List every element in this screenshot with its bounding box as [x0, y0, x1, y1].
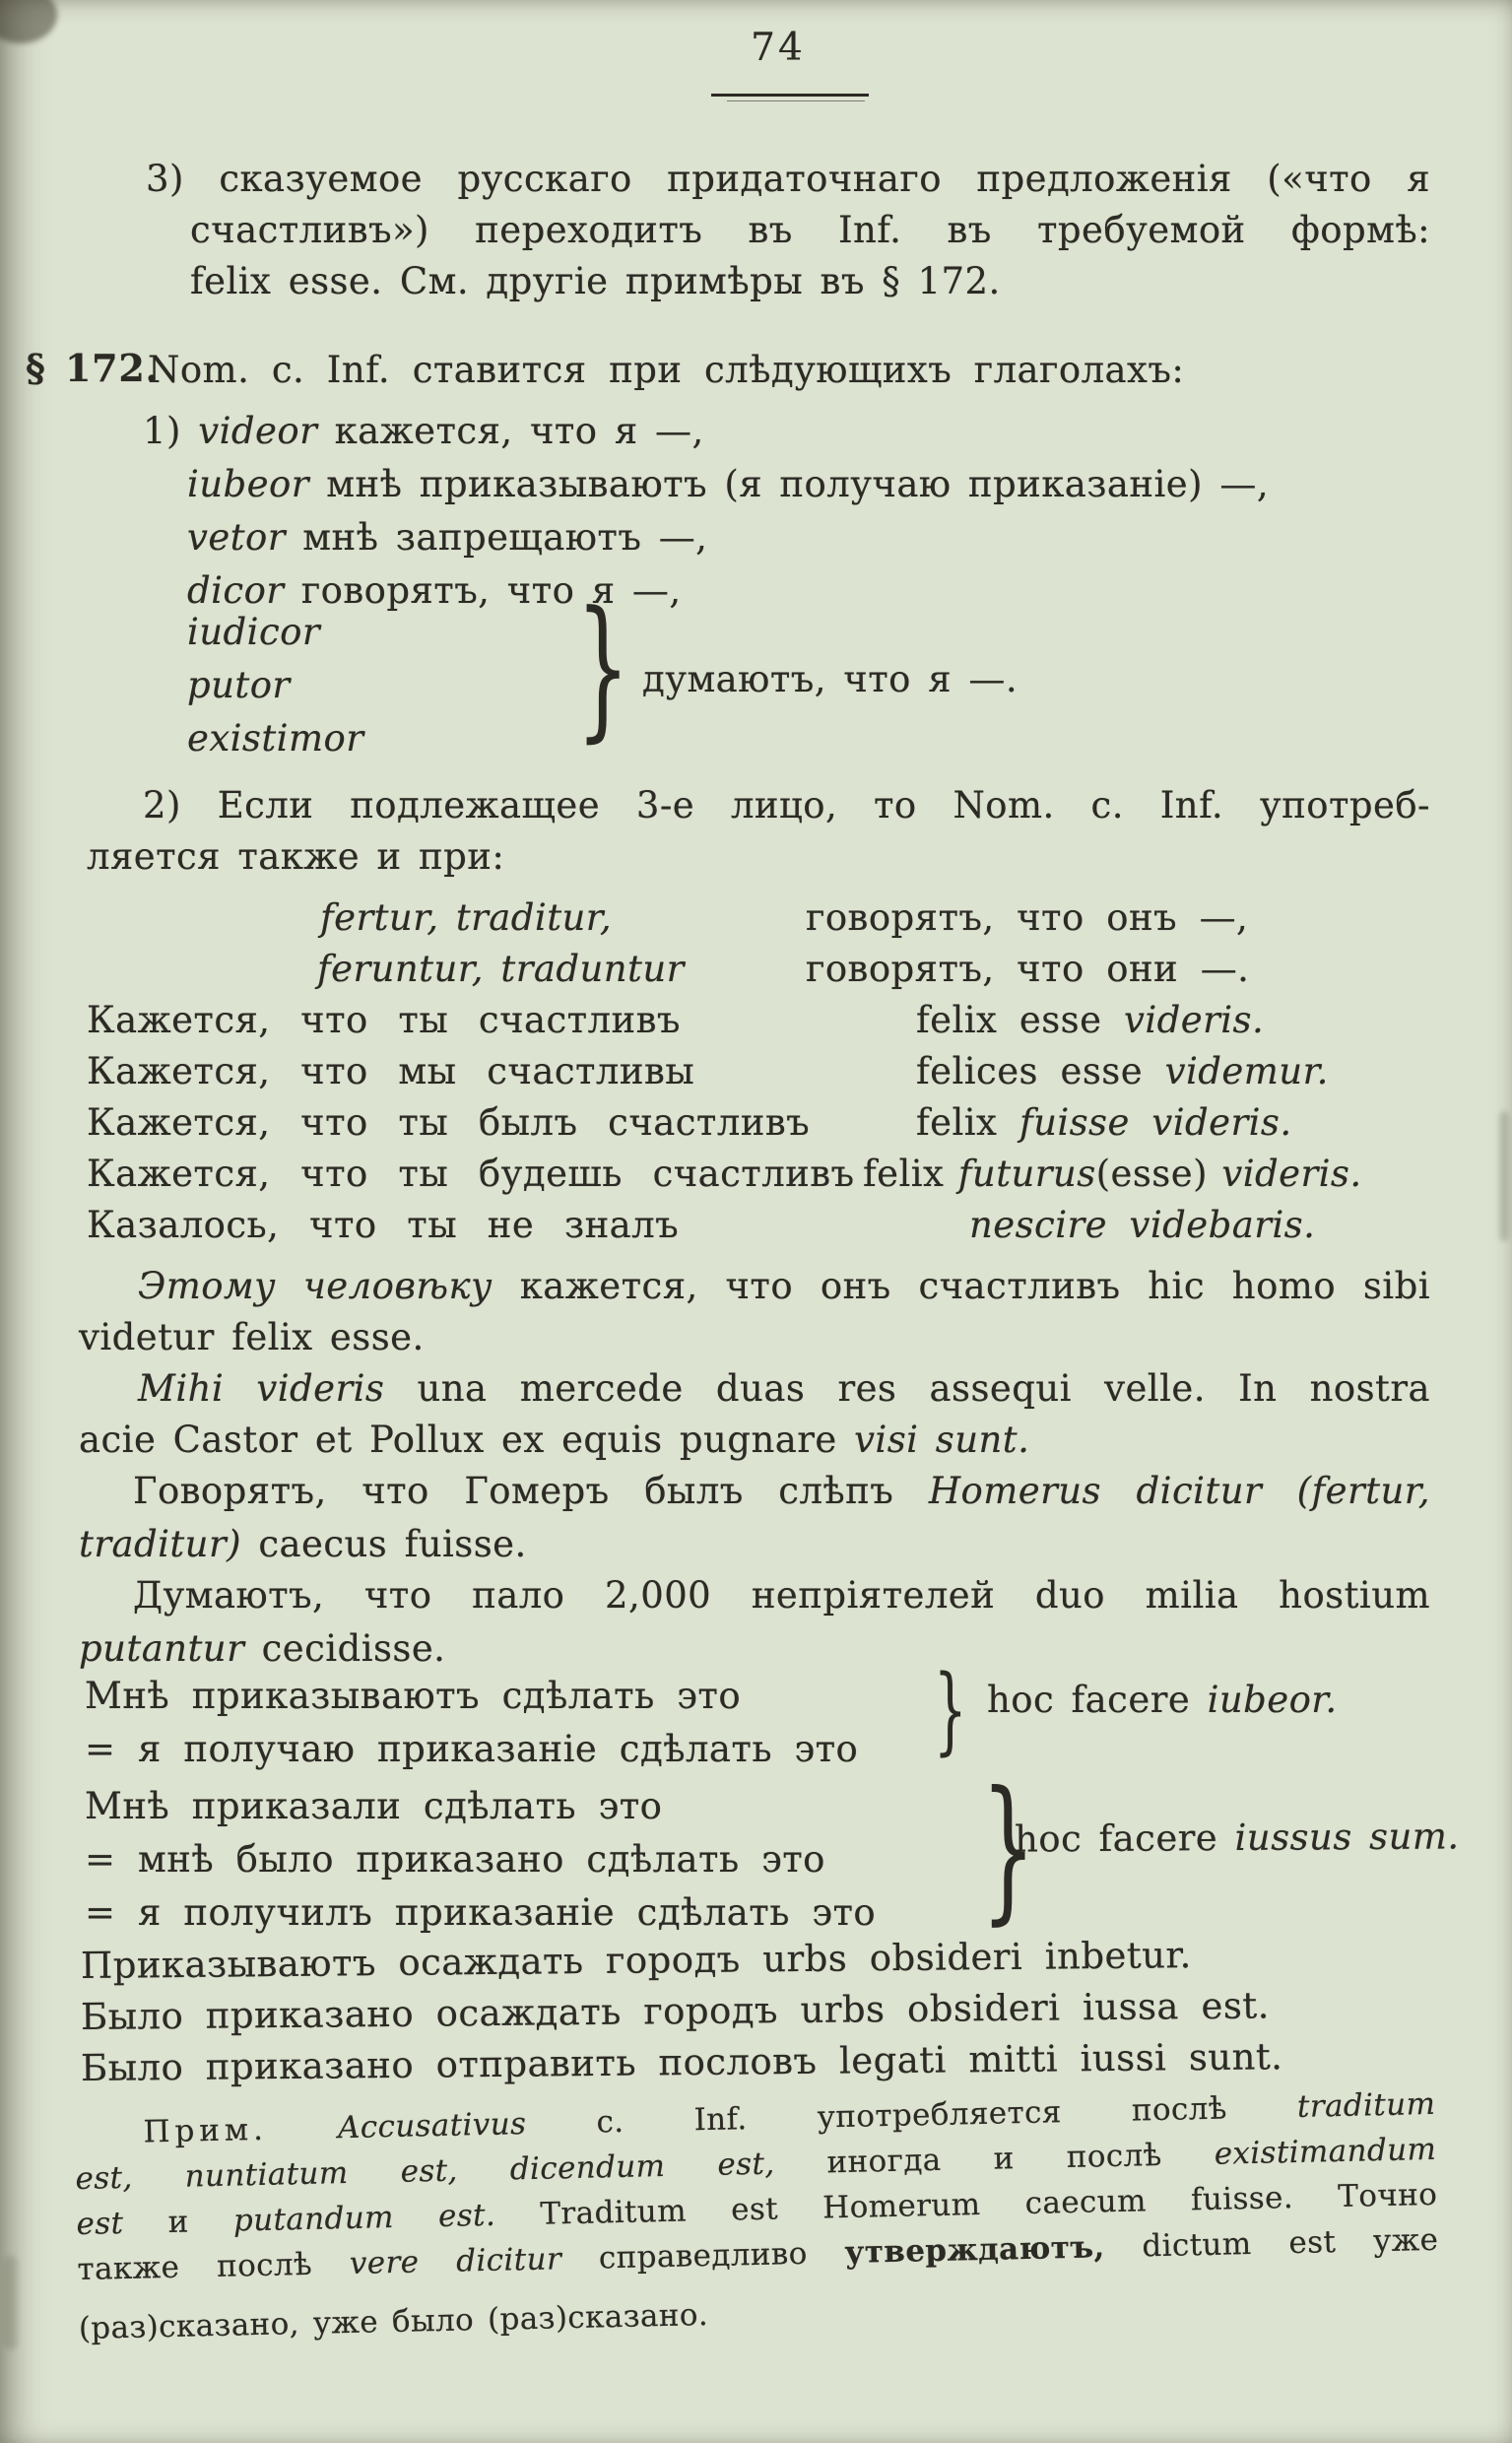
section-number: § 172. [26, 346, 160, 390]
iussus-row-1: Мнѣ приказали сдѣлать это [85, 1785, 663, 1827]
latin-italic: vere dicitur [349, 2241, 562, 2281]
latin-plain: felices esse [916, 1050, 1144, 1092]
latin-text: urbs obsideri inbetur. [762, 1934, 1192, 1981]
note-text: c. Inf. употребляется послѣ [596, 2090, 1228, 2141]
latin-italic: fuisse videris. [1019, 1101, 1292, 1144]
order-line-2 [81, 1984, 1270, 2038]
list-marker: 1) [143, 410, 181, 452]
note-text: Traditum est Homerum caecum fuisse. Точно [539, 2176, 1438, 2232]
note-text: dictum est уже [1142, 2221, 1439, 2265]
latin-text: urbs obsideri iussa est. [800, 1984, 1271, 2031]
latin-plain: felix esse [916, 999, 1102, 1041]
latin-plain: cecidisse. [261, 1627, 446, 1670]
iubeor-row-2: = я получаю приказаніе сдѣлать это [85, 1728, 859, 1770]
scan-corner-blot [0, 0, 57, 43]
russian-text: Говорятъ, что Гомеръ былъ слѣпъ [133, 1470, 894, 1512]
para-hic-line-1 [138, 1265, 1430, 1308]
latin-verb: dicor [187, 569, 285, 612]
latin-italic: iubeor. [1207, 1679, 1338, 1721]
line-rest: кажется, что онъ счастливъ hic homo sibi [519, 1265, 1430, 1307]
latin-plain: felix [863, 1153, 945, 1195]
example-latin [916, 1050, 1329, 1093]
latin-italic: visi sunt. [854, 1419, 1030, 1461]
scan-edge-mark-left [4, 2256, 18, 2349]
latin-plain: hoc facere [1014, 1816, 1218, 1861]
iussus-latin [1015, 1815, 1460, 1861]
russian-italic-lead: Этому человѣку [138, 1265, 493, 1307]
latin-plain: caecus fuisse. [258, 1523, 527, 1565]
example-latin [863, 1153, 1362, 1196]
para-3-line-3: felix esse. См. другіе примѣры въ § 172. [190, 260, 1001, 302]
verb-group-brace: } [576, 578, 630, 757]
iubeor-row-1: Мнѣ приказываютъ сдѣлать это [85, 1675, 742, 1717]
feruntur-latin: feruntur, traduntur [317, 948, 685, 990]
note-text: справедливо [598, 2235, 809, 2277]
note-text: и [167, 2204, 190, 2240]
fertur-russian: говорятъ, что онъ —, [806, 896, 1249, 939]
example-russian: Казалось, что ты не зналъ [87, 1204, 680, 1246]
page-number: 74 [751, 26, 806, 70]
iubeor-brace: } [934, 1655, 967, 1765]
iubeor-latin [987, 1679, 1338, 1722]
latin-plain: felix [916, 1101, 998, 1144]
para-3-line-2: счастливъ») переходитъ въ Inf. въ требуемой формѣ: [190, 209, 1430, 251]
iussus-row-3: = я получилъ приказаніе сдѣлать это [85, 1891, 877, 1934]
latin-verb-iudicor: iudicor [187, 611, 320, 653]
para-duo-line-1: Думаютъ, что пало 2,000 непріятелей duo milia hostium [133, 1574, 1430, 1617]
note-label: Прим. [143, 2111, 269, 2150]
verb-item-iubeor [187, 463, 1269, 506]
latin-italic: traditur) [79, 1523, 241, 1565]
iussus-brace: } [981, 1758, 1036, 1940]
para-3-marker: 3) [146, 158, 184, 200]
scan-edge-mark-right [1499, 1111, 1509, 1241]
header-rule [711, 94, 869, 97]
fertur-latin: fertur, traditur, [320, 896, 613, 939]
latin-italic: Homerus dicitur (fertur, [928, 1470, 1430, 1512]
note-text: также послѣ [77, 2246, 313, 2287]
note-block [74, 2086, 1440, 2372]
latin-italic: est, nuntiatum est, dicendum est, [75, 2146, 775, 2198]
example-latin [916, 1101, 1292, 1145]
example-latin: nescire videbaris. [969, 1204, 1316, 1246]
para-duo-line-2 [79, 1627, 445, 1671]
para-3-text-1: сказуемое русскаго придаточнаго предложенія («что я [219, 158, 1430, 200]
para-mihi-line-1 [138, 1367, 1430, 1411]
header-rule-echo [727, 100, 865, 101]
latin-italic: traditum [1296, 2085, 1436, 2125]
latin-italic: Accusativus [337, 2106, 527, 2146]
latin-italic: est [76, 2205, 124, 2243]
example-russian: Кажется, что ты былъ счастливъ [87, 1101, 811, 1144]
para-3-line-1 [146, 158, 1430, 201]
section-heading: Nom. c. Inf. ставится при слѣдующихъ глаголахъ: [148, 349, 1185, 391]
example-latin [916, 999, 1264, 1042]
example-russian: Кажется, что мы счастливы [87, 1050, 695, 1092]
latin-italic: videris. [1221, 1153, 1362, 1195]
latin-verb: iubeor [187, 463, 309, 505]
para-2-line-2: ляется также и при: [87, 835, 505, 878]
russian-text: Приказываютъ осаждать городъ [80, 1938, 741, 1987]
latin-italic: existimandum [1214, 2131, 1437, 2172]
russian-gloss: кажется, что я —, [334, 410, 704, 452]
para-mihi-line-2 [79, 1419, 1029, 1462]
latin-plain: (esse) [1095, 1153, 1208, 1195]
para-homerus-line-1 [133, 1470, 1430, 1513]
latin-verb-existimor: existimor [187, 717, 364, 759]
latin-plain: acie Castor et Pollux ex equis pugnare [79, 1419, 837, 1461]
para-2-text-1: Если подлежащее 3-е лицо, то Nom. c. Inf. употреб- [217, 784, 1430, 826]
latin-verb: videor [198, 410, 318, 452]
latin-italic-lead: Mihi videris [138, 1367, 385, 1410]
order-line-3 [81, 2035, 1283, 2089]
latin-italic: videmur. [1164, 1050, 1329, 1092]
russian-gloss: говорятъ, что я —, [300, 569, 682, 612]
verb-group-meaning: думаютъ, что я —. [642, 658, 1019, 700]
latin-italic: iussus sum. [1234, 1815, 1460, 1860]
latin-plain: hoc facere [987, 1679, 1191, 1721]
russian-text: Было приказано отправить пословъ [80, 2039, 818, 2089]
verb-item-videor [143, 410, 704, 453]
para-2-marker: 2) [143, 784, 181, 826]
verb-item-vetor [187, 516, 707, 560]
latin-italic: putandum est. [232, 2197, 496, 2239]
latin-italic: putantur [79, 1627, 245, 1670]
russian-text: Было приказано осаждать городъ [80, 1989, 779, 2038]
latin-italic: futurus [957, 1153, 1096, 1195]
example-russian: Кажется, что ты будешь счастливъ [87, 1153, 855, 1195]
note-bold-word: утверждаютъ, [844, 2229, 1105, 2271]
russian-gloss: мнѣ запрещаютъ —, [302, 516, 708, 559]
latin-text: legati mitti iussi sunt. [838, 2035, 1283, 2082]
note-line-5: (раз)сказано, уже было (раз)сказано. [78, 2297, 709, 2346]
latin-verb-putor: putor [187, 664, 291, 706]
line-rest: una mercede duas res assequi velle. In nostra [417, 1367, 1430, 1410]
order-line-1 [81, 1934, 1192, 1987]
feruntur-russian: говорятъ, что они —. [806, 948, 1250, 990]
iussus-row-2: = мнѣ было приказано сдѣлать это [85, 1838, 825, 1881]
example-russian: Кажется, что ты счастливъ [87, 999, 681, 1041]
para-hic-line-2: videtur felix esse. [79, 1316, 425, 1358]
para-2-line-1 [143, 784, 1430, 827]
latin-italic: videris. [1124, 999, 1265, 1041]
latin-verb: vetor [187, 516, 286, 559]
russian-gloss: мнѣ приказываютъ (я получаю приказаніе) —, [326, 463, 1270, 505]
para-homerus-line-2 [79, 1523, 527, 1566]
note-text: иногда и послѣ [826, 2137, 1163, 2181]
